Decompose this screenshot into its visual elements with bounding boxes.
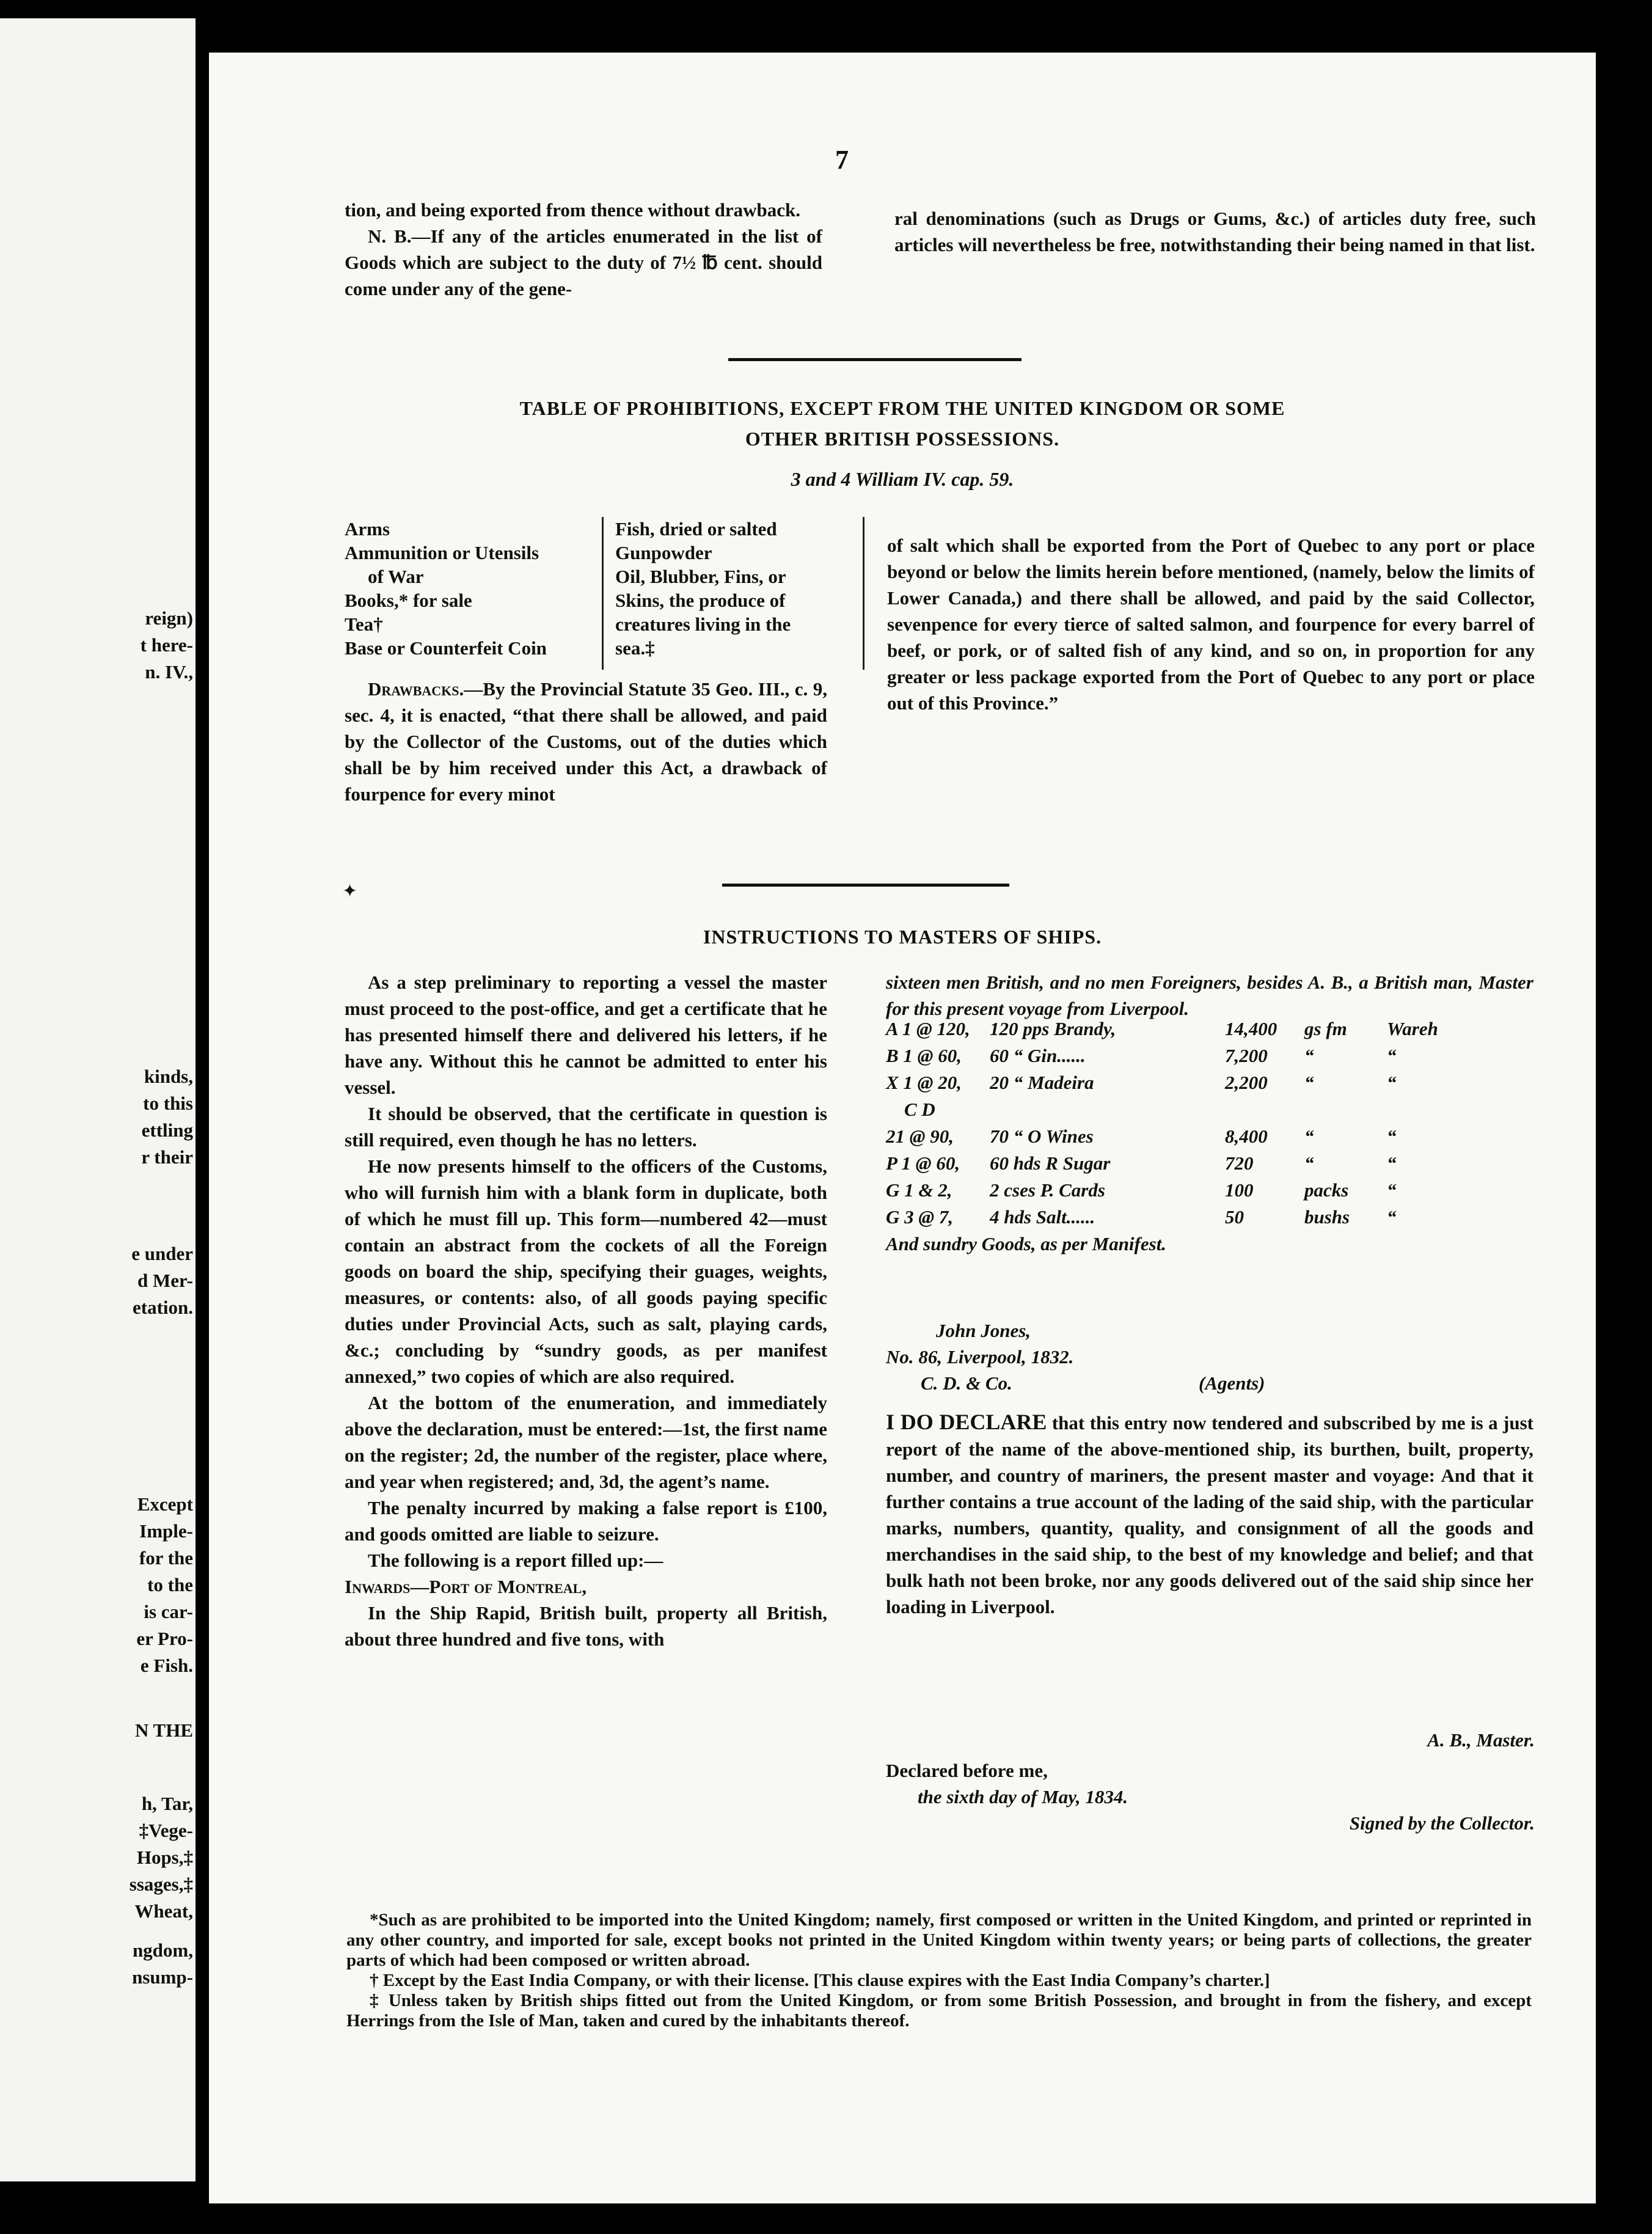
- manifest-row: 21 @ 90, 70 “ O Wines 8,400 “ “: [886, 1126, 1397, 1147]
- ship-para: In the Ship Rapid, British built, property all British, about three hundred and five tons, with: [345, 1602, 827, 1650]
- top-left-para: N. B.—If any of the articles enumerated in the list of Goods which are subject to the duty of 7½ ℔ cent. should come under any of the gene-: [345, 225, 822, 299]
- left-fragment: Imple-: [139, 1520, 193, 1542]
- agent-label: (Agents): [1199, 1372, 1265, 1394]
- prohibitions-col2: [615, 517, 853, 660]
- left-fragment: kinds,: [144, 1066, 193, 1087]
- prohibited-item: creatures living in the: [615, 613, 791, 635]
- prohibited-item: Gunpowder: [615, 542, 712, 563]
- column-divider: [602, 517, 604, 670]
- prohibited-item: Oil, Blubber, Fins, or: [615, 566, 786, 587]
- declaration: [886, 1409, 1533, 1620]
- drawbacks-label: Drawbacks.: [368, 678, 464, 700]
- left-fragment: to this: [143, 1093, 193, 1114]
- instruction-para: At the bottom of the enumeration, and immediately above the declaration, must be entered:—1st, the first name on the register; 2d, the number of the register, place where, and year when registered; and, 3d, the agent’s name.: [345, 1392, 827, 1492]
- prohibited-item: Base or Counterfeit Coin: [345, 637, 547, 659]
- left-fragment: Wheat,: [134, 1900, 193, 1922]
- manifest-row: P 1 @ 60, 60 hds R Sugar 720 “ “: [886, 1152, 1397, 1174]
- prohibited-item: sea.‡: [615, 637, 655, 659]
- left-fragment: n. IV.,: [145, 661, 193, 683]
- footnote: ‡ Unless taken by British ships fitted out from the United Kingdom, or from some British Possession, and brought in from the fishery, and except Herrings from the Isle of Man, taken and cured by the inhabitants thereof.: [346, 1991, 1532, 2031]
- main-page: [209, 53, 1596, 2203]
- page-number: 7: [835, 145, 849, 175]
- instruction-para: He now presents himself to the officers of the Customs, who will furnish him with a blank form in duplicate, both of which he must fill up. This form—numbered 42—must contain an abstract from the cockets of all the Foreign goods on board the ship, specifying their guages, weights, measures, or contents: also, of all goods paying specific duties under Provincial Acts, such as salt, playing cards, &c.; concluding by “sundry goods, as per manifest annexed,” two copies of which are also required.: [345, 1155, 827, 1387]
- drawbacks-body: —By the Provincial Statute 35 Geo. III., c. 9, sec. 4, it is enacted, “that there shall be allowed, and paid by the Collector of the Customs, out of the duties which shall be by him received under this Act, a drawback of fourpence for every minot: [345, 678, 827, 805]
- top-right-text: [894, 205, 1536, 258]
- left-fragment: d Mer-: [137, 1270, 193, 1291]
- left-fragment: Hops,‡: [136, 1847, 193, 1868]
- left-fragment: is car-: [144, 1601, 193, 1622]
- instructions-heading: INSTRUCTIONS TO MASTERS OF SHIPS.: [703, 926, 1102, 948]
- declared-before: Declared before me,: [886, 1760, 1048, 1781]
- footnotes: [346, 1910, 1532, 2031]
- left-fragment: ettling: [141, 1119, 193, 1141]
- left-fragment: etation.: [132, 1297, 193, 1318]
- left-fragment: ssages,‡: [129, 1873, 193, 1895]
- left-fragment: reign): [145, 607, 193, 629]
- manifest-tail: And sundry Goods, as per Manifest.: [886, 1233, 1167, 1254]
- prohibitions-heading-line2: OTHER BRITISH POSSESSIONS.: [745, 428, 1060, 450]
- prohibited-item: Tea†: [345, 613, 383, 635]
- left-fragment: er Pro-: [136, 1628, 193, 1649]
- left-fragment: e under: [131, 1243, 193, 1264]
- prohibited-item: Ammunition or Utensils: [345, 542, 539, 563]
- drawbacks-continuation-para: of salt which shall be exported from the Port of Quebec to any port or place beyond or below the limits herein before mentioned, (namely, below the limits of Lower Canada,) and there shall be allowed, and paid by the said Collector, sevenpence for every tierce of salted salmon, and fourpence for every barrel of beef, or pork, or of salted fish of any kind, and so on, in proportion for any greater or less package exported from the Port of Quebec to any port or place out of this Province.”: [887, 535, 1535, 714]
- manifest-row: A 1 @ 120, 120 pps Brandy, 14,400 gs fm Wareh: [886, 1018, 1438, 1039]
- left-fragment: ngdom,: [132, 1939, 193, 1961]
- footnote: *Such as are prohibited to be imported into the United Kingdom; namely, first composed or written in the United Kingdom, and printed or reprinted in any other country, and imported for sale, except books not printed in the United Kingdom within twenty years; or being parts of collections, the greater parts of which had been composed or written abroad.: [346, 1910, 1532, 1970]
- top-left-para: tion, and being exported from thence without drawback.: [345, 199, 801, 221]
- manifest-row: G 1 & 2, 2 cses P. Cards 100 packs “: [886, 1179, 1397, 1201]
- declaration-body: that this entry now tendered and subscribed by me is a just report of the name of the above-mentioned ship, its burthen, built, property, number, and country of mariners, the present master and voyage: And that it further contains a true account of the lading of the said ship, with the particular marks, numbers, quantity, quality, and consignment of all the goods and merchandises in the said ship, to the best of my knowledge and belief; and that bulk hath not been broke, nor any goods delivered out of the said ship since her loading in Liverpool.: [886, 1412, 1533, 1617]
- left-fragment: for the: [139, 1547, 193, 1569]
- top-right-para: ral denominations (such as Drugs or Gums, &c.) of articles duty free, such articles will nevertheless be free, notwithstanding their being named in that list.: [894, 208, 1536, 255]
- prohibited-item: Arms: [345, 518, 390, 540]
- drawbacks-continuation: [887, 532, 1535, 716]
- manifest-row: B 1 @ 60, 60 “ Gin...... 7,200 “ “: [886, 1045, 1397, 1066]
- report-intro: sixteen men British, and no men Foreigners, besides A. B., a British man, Master for this present voyage from Liverpool.: [886, 972, 1533, 1019]
- divider-rule: [728, 358, 1022, 361]
- inwards-label: Inwards—Port of Montreal,: [345, 1576, 587, 1597]
- ornament-mark: ✦: [342, 881, 358, 901]
- statute-reference: 3 and 4 William IV. cap. 59.: [791, 468, 1014, 490]
- instruction-para: The penalty incurred by making a false report is £100, and goods omitted are liable to seizure.: [345, 1497, 827, 1545]
- master-signature: A. B., Master.: [1427, 1729, 1535, 1751]
- left-fragment: N THE: [134, 1719, 193, 1741]
- left-fragment: to the: [147, 1574, 193, 1595]
- left-fragment: Except: [137, 1493, 193, 1515]
- agent-firm: C. D. & Co.: [921, 1372, 1012, 1394]
- instruction-para: The following is a report filled up:—: [368, 1550, 663, 1571]
- divider-rule: [722, 884, 1009, 887]
- instruction-para: As a step preliminary to reporting a vessel the master must proceed to the post-office, and get a certificate that he has presented himself there and delivered his letters, if he have any. Without this he cannot be admitted to enter his vessel.: [345, 972, 827, 1098]
- drawbacks-text: [345, 676, 827, 807]
- left-fragment: e Fish.: [140, 1655, 193, 1676]
- prohibited-item: Fish, dried or salted: [615, 518, 777, 540]
- prohibited-item: Books,* for sale: [345, 590, 472, 611]
- manifest-row: C D: [904, 1099, 935, 1120]
- prohibitions-col1: [345, 517, 565, 660]
- declared-date: the sixth day of May, 1834.: [918, 1786, 1128, 1807]
- column-divider: [863, 517, 864, 670]
- left-fragment: r their: [141, 1146, 193, 1168]
- agent-name: John Jones,: [936, 1320, 1031, 1341]
- left-fragment: ‡Vege-: [139, 1820, 193, 1841]
- prohibitions-heading-line1: TABLE OF PROHIBITIONS, EXCEPT FROM THE UNITED KINGDOM OR SOME: [519, 397, 1285, 419]
- footnote: † Except by the East India Company, or with their license. [This clause expires with the East India Company’s charter.]: [370, 1971, 1270, 1990]
- left-fragment: t here-: [140, 634, 193, 656]
- manifest-row: G 3 @ 7, 4 hds Salt...... 50 bushs “: [886, 1206, 1397, 1228]
- manifest-table: [886, 1018, 1533, 1260]
- manifest-row: X 1 @ 20, 20 “ Madeira 2,200 “ “: [886, 1072, 1397, 1093]
- left-page-fragment: [0, 18, 196, 2181]
- instructions-left: [345, 969, 827, 1652]
- prohibited-item: of War: [368, 566, 424, 587]
- instruction-para: It should be observed, that the certificate in question is still required, even though he has no letters.: [345, 1103, 827, 1151]
- agent-address: No. 86, Liverpool, 1832.: [886, 1346, 1074, 1368]
- instructions-right-intro: [886, 969, 1533, 1022]
- collector-signature: Signed by the Collector.: [1349, 1812, 1535, 1834]
- top-left-text: [345, 197, 822, 302]
- left-fragment: h, Tar,: [141, 1793, 193, 1814]
- declaration-lead: I DO DECLARE: [886, 1410, 1047, 1434]
- left-fragment: nsump-: [132, 1966, 193, 1988]
- prohibited-item: Skins, the produce of: [615, 590, 786, 611]
